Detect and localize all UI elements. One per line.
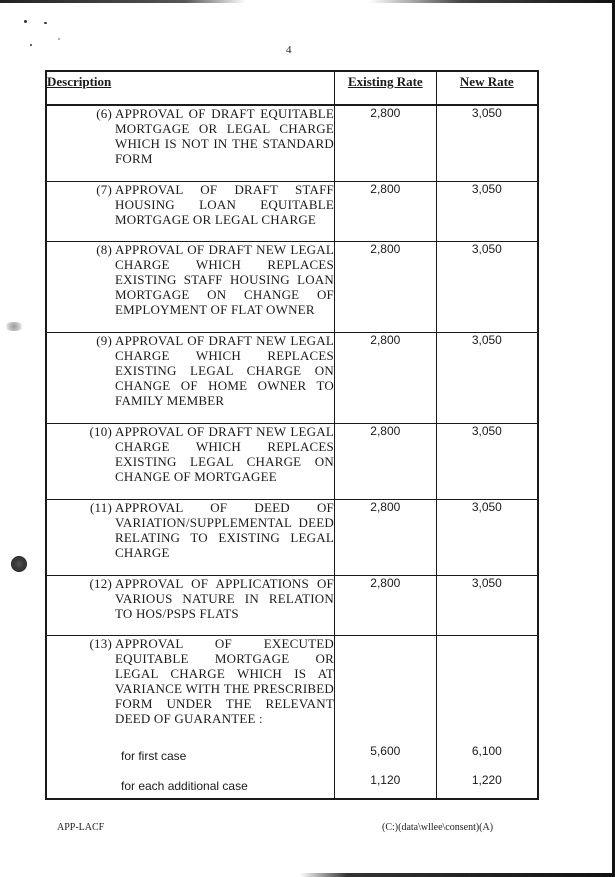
existing-rate-cell: 2,800 xyxy=(334,332,436,423)
table-row xyxy=(46,575,538,635)
row-description xyxy=(46,575,334,635)
item-text: APPROVAL OF APPLICATIONS OF VARIOUS NATURE IN RELATION TO HOS/PSPS FLATS xyxy=(115,575,334,621)
row-description xyxy=(46,635,334,799)
table-row xyxy=(46,241,538,332)
existing-rate-cell: 2,800 xyxy=(334,423,436,499)
new-rate-cell: 3,050 xyxy=(436,575,538,635)
sub-item xyxy=(47,749,334,764)
table-row xyxy=(46,181,538,241)
header-new-rate: New Rate xyxy=(436,71,538,105)
sub-item xyxy=(47,779,334,794)
new-rate-cell: 3,050 xyxy=(436,499,538,575)
header-description: Description xyxy=(46,71,334,105)
existing-rate-cell: 2,800 xyxy=(334,499,436,575)
item-text: APPROVAL OF DRAFT NEW LEGAL CHARGE WHICH REPLACES EXISTING LEGAL CHARGE ON CHANGE OF MORTGAGEE xyxy=(115,423,334,484)
scan-speck xyxy=(44,22,47,24)
item-number: (13) xyxy=(89,635,112,651)
table-header-row xyxy=(46,71,538,105)
sub-new-rate: 1,220 xyxy=(471,772,502,787)
header-existing-rate: Existing Rate xyxy=(334,71,436,105)
sub-item-label: for first case xyxy=(121,748,187,763)
item-number: (11) xyxy=(90,499,112,515)
item-text: APPROVAL OF DRAFT NEW LEGAL CHARGE WHICH REPLACES EXISTING STAFF HOUSING LOAN MORTGAGE ON CHANGE OF EMPLOYMENT OF FLAT OWNER xyxy=(115,241,334,317)
item-number: (9) xyxy=(96,332,112,348)
table-row xyxy=(46,423,538,499)
item-text: APPROVAL OF DRAFT NEW LEGAL CHARGE WHICH REPLACES EXISTING LEGAL CHARGE ON CHANGE OF HOME OWNER TO FAMILY MEMBER xyxy=(115,332,334,408)
row-description xyxy=(46,181,334,241)
new-rate-cell xyxy=(436,635,538,799)
sub-item-label: for each additional case xyxy=(121,778,248,793)
row-description xyxy=(46,105,334,181)
footer-file-path: (C:)(data\wllee\consent)(A) xyxy=(382,822,494,833)
scan-edge-bottom xyxy=(300,873,615,877)
sub-existing-rate: 5,600 xyxy=(370,743,401,758)
new-rate-cell: 3,050 xyxy=(436,332,538,423)
existing-rate-cell: 2,800 xyxy=(334,241,436,332)
table-row xyxy=(46,499,538,575)
existing-rate-cell: 2,800 xyxy=(334,181,436,241)
footer-document-code: APP-LACF xyxy=(57,822,105,833)
sub-existing-rate: 1,120 xyxy=(370,772,401,787)
scan-mark xyxy=(6,322,22,331)
item-text: APPROVAL OF DEED OF VARIATION/SUPPLEMENTAL DEED RELATING TO EXISTING LEGAL CHARGE xyxy=(115,499,334,560)
rates-table xyxy=(45,70,539,800)
table-row xyxy=(46,332,538,423)
new-rate-cell: 3,050 xyxy=(436,423,538,499)
existing-rate-cell: 2,800 xyxy=(334,105,436,181)
item-number: (7) xyxy=(96,181,112,197)
scan-speck xyxy=(30,44,32,46)
scan-speck xyxy=(24,20,27,23)
existing-rate-cell xyxy=(334,635,436,799)
sub-new-rate: 6,100 xyxy=(471,743,502,758)
row-description xyxy=(46,499,334,575)
item-number: (8) xyxy=(96,241,112,257)
item-number: (12) xyxy=(89,575,112,591)
item-text: APPROVAL OF DRAFT EQUITABLE MORTGAGE OR LEGAL CHARGE WHICH IS NOT IN THE STANDARD FORM xyxy=(115,106,334,166)
row-description xyxy=(46,423,334,499)
new-rate-cell: 3,050 xyxy=(436,105,538,181)
table-row xyxy=(46,635,538,799)
scan-edge-top xyxy=(0,0,615,3)
punch-hole-mark xyxy=(11,556,27,572)
scan-speck xyxy=(58,38,60,40)
new-rate-cell: 3,050 xyxy=(436,241,538,332)
row-description xyxy=(46,241,334,332)
item-text: APPROVAL OF DRAFT STAFF HOUSING LOAN EQUITABLE MORTGAGE OR LEGAL CHARGE xyxy=(115,181,334,227)
new-rate-cell: 3,050 xyxy=(436,181,538,241)
item-number: (6) xyxy=(96,106,112,121)
table-row xyxy=(46,105,538,181)
item-text: APPROVAL OF EXECUTED EQUITABLE MORTGAGE OR LEGAL CHARGE WHICH IS AT VARIANCE WITH THE PRESCRIBED FORM UNDER THE RELEVANT DEED OF GUARANTEE : xyxy=(115,635,334,726)
row-description xyxy=(46,332,334,423)
item-number: (10) xyxy=(89,423,112,439)
page-number: 4 xyxy=(286,44,292,56)
existing-rate-cell: 2,800 xyxy=(334,575,436,635)
